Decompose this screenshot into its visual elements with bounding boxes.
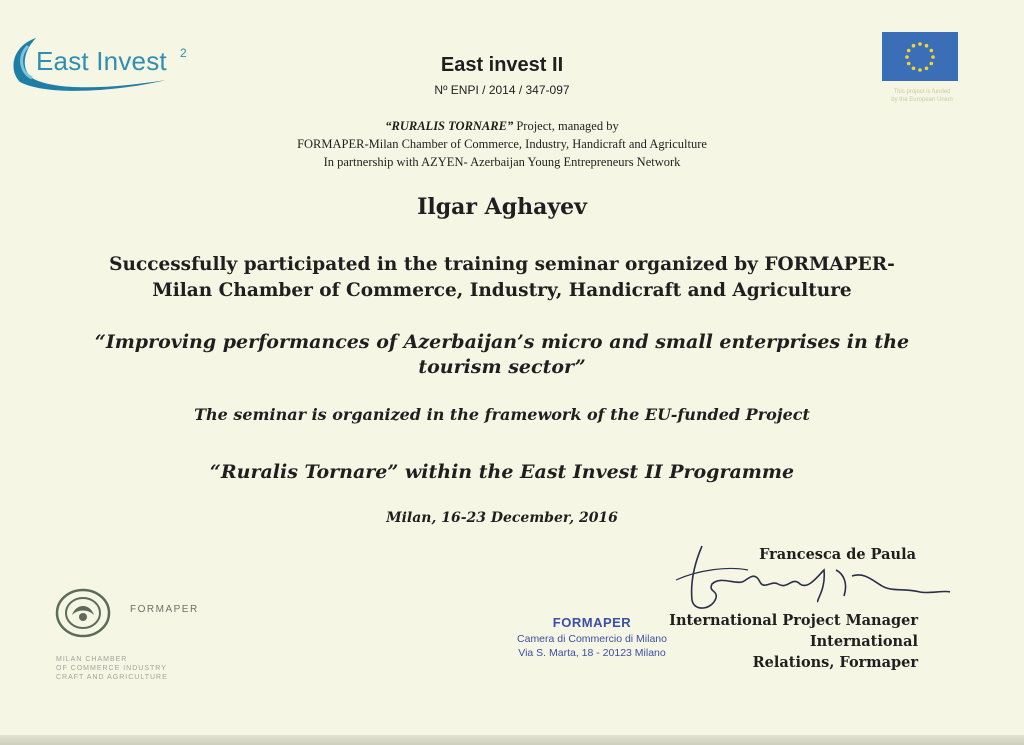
intro-line2: FORMAPER-Milan Chamber of Commerce, Industry, Handicraft and Agriculture bbox=[297, 137, 707, 151]
stamp-line3: Via S. Marta, 18 - 20123 Milano bbox=[518, 647, 666, 659]
seminar-title bbox=[0, 330, 1004, 380]
east-invest-logo-superscript: 2 bbox=[180, 46, 187, 60]
intro-line1-rest: Project, managed by bbox=[513, 119, 619, 133]
signatory-role-line3: Relations, Formaper bbox=[752, 654, 918, 671]
intro-line3: In partnership with AZYEN- Azerbaijan Young Entrepreneurs Network bbox=[323, 155, 681, 169]
participation-line2: Milan Chamber of Commerce, Industry, Handicraft and Agriculture bbox=[152, 280, 852, 301]
place-date: Milan, 16-23 December, 2016 bbox=[386, 510, 618, 526]
participation-line1: Successfully participated in the training seminar organized by FORMAPER- bbox=[109, 254, 895, 275]
east-invest-logo-text: East Invest bbox=[36, 46, 167, 76]
formaper-sub-line1: MILAN CHAMBER bbox=[56, 656, 128, 663]
header-title: East invest II bbox=[440, 54, 564, 76]
stamp-line2: Camera di Commercio di Milano bbox=[517, 633, 667, 645]
project-line: “Ruralis Tornare” within the East Invest II Programme bbox=[209, 461, 795, 483]
signatory-role-line2: International bbox=[809, 633, 918, 650]
intro-project-name: “RURALIS TORNARE” bbox=[385, 119, 514, 133]
recipient-name: Ilgar Aghayev bbox=[417, 194, 587, 220]
formaper-sub-line3: CRAFT AND AGRICULTURE bbox=[56, 674, 168, 681]
signatory-name: Francesca de Paula bbox=[759, 546, 916, 563]
participation-statement bbox=[0, 252, 1004, 304]
seminar-title-line1: “Improving performances of Azerbaijan’s micro and small enterprises in the bbox=[94, 331, 910, 353]
stamp-line1: FORMAPER bbox=[552, 615, 632, 630]
header-number: Nº ENPI / 2014 / 347-097 bbox=[434, 83, 570, 97]
framework-statement: The seminar is organized in the framework of the EU-funded Project bbox=[194, 405, 810, 424]
intro-text bbox=[0, 117, 1004, 171]
page-edge-shadow bbox=[0, 735, 1024, 745]
seminar-title-line2: tourism sector” bbox=[418, 356, 586, 378]
eu-caption bbox=[872, 88, 972, 104]
eu-flag-icon bbox=[882, 32, 958, 81]
formaper-sub-line2: OF COMMERCE INDUSTRY bbox=[56, 665, 167, 672]
signatory-role bbox=[660, 610, 918, 673]
formaper-emblem-icon bbox=[54, 587, 112, 639]
formaper-logo-text: FORMAPER bbox=[130, 604, 199, 615]
eu-caption-line2: by the European Union bbox=[891, 97, 953, 103]
signatory-role-line1: International Project Manager bbox=[669, 612, 918, 629]
formaper-logo-subtitle bbox=[56, 655, 168, 682]
formaper-stamp bbox=[492, 615, 692, 659]
eu-caption-line1: This project is funded bbox=[893, 89, 951, 95]
